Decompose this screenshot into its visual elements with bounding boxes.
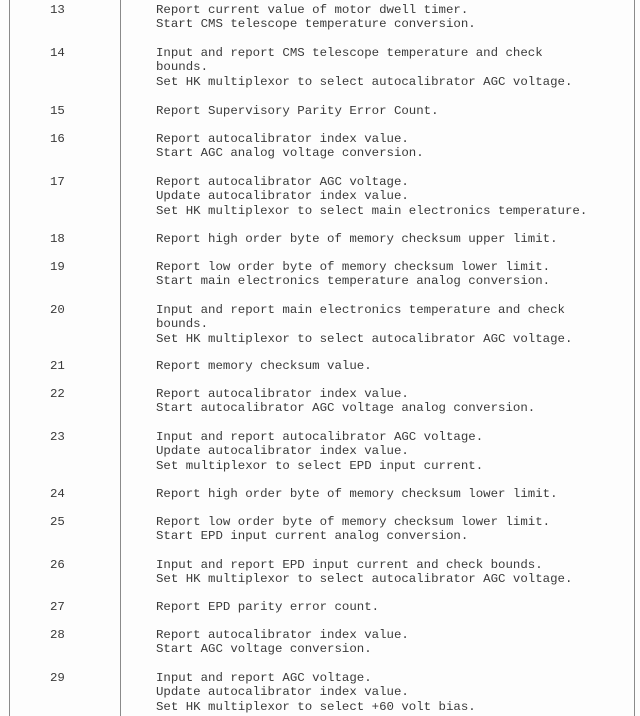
description-line: Start main electronics temperature analog conversion. [156, 274, 551, 289]
step-number: 18 [50, 232, 65, 246]
step-description [156, 515, 550, 544]
description-line: Input and report EPD input current and check bounds. [156, 558, 543, 572]
description-line: Report low order byte of memory checksum lower limit. [156, 515, 551, 529]
description-line: Report autocalibrator index value. [156, 628, 409, 642]
step-description [156, 175, 587, 218]
step-description [156, 132, 424, 161]
step-number: 13 [50, 3, 65, 17]
description-line: Report EPD parity error count. [156, 600, 380, 614]
description-line: Update autocalibrator index value. [156, 189, 409, 204]
description-line: Update autocalibrator index value. [156, 444, 409, 459]
description-line: Report low order byte of memory checksum lower limit. [156, 260, 551, 274]
description-line: Report autocalibrator AGC voltage. [156, 175, 409, 189]
step-description [156, 232, 558, 246]
step-description [156, 303, 572, 346]
step-description [156, 487, 558, 501]
step-description [156, 600, 379, 614]
step-description [156, 628, 409, 657]
description-line: Start CMS telescope temperature conversion. [156, 17, 476, 32]
step-number: 26 [50, 558, 65, 572]
step-number: 25 [50, 515, 65, 529]
table-right-border [634, 0, 635, 716]
step-number: 16 [50, 132, 65, 146]
description-line: Input and report autocalibrator AGC voltage. [156, 430, 484, 444]
description-line: Report memory checksum value. [156, 359, 372, 373]
description-line: Update autocalibrator index value. [156, 685, 409, 700]
step-description [156, 359, 372, 373]
description-line: Report current value of motor dwell timer. [156, 3, 469, 17]
step-number: 23 [50, 430, 65, 444]
step-description [156, 46, 572, 89]
description-line: Set HK multiplexor to select +60 volt bias. [156, 699, 476, 714]
step-number: 22 [50, 387, 65, 401]
table-column-divider [120, 0, 121, 716]
description-line: Set HK multiplexor to select autocalibrator AGC voltage. [156, 74, 573, 89]
step-description [156, 260, 550, 289]
description-line: Input and report AGC voltage. [156, 671, 372, 685]
description-line: Input and report CMS telescope temperature and check [156, 46, 543, 60]
description-line: Report autocalibrator index value. [156, 387, 409, 401]
step-number: 20 [50, 303, 65, 317]
description-line: bounds. [156, 60, 209, 75]
step-description [156, 671, 476, 714]
step-description [156, 3, 476, 32]
description-line: Start autocalibrator AGC voltage analog conversion. [156, 401, 536, 416]
description-line: Report high order byte of memory checksum lower limit. [156, 487, 558, 501]
description-line: Set HK multiplexor to select autocalibrator AGC voltage. [156, 572, 573, 587]
description-line: Set HK multiplexor to select main electronics temperature. [156, 203, 588, 218]
step-description [156, 430, 483, 473]
step-number: 19 [50, 260, 65, 274]
step-number: 14 [50, 46, 65, 60]
table-left-border [9, 0, 10, 716]
step-number: 17 [50, 175, 65, 189]
description-line: Start AGC analog voltage conversion. [156, 146, 424, 161]
step-description [156, 558, 572, 587]
step-number: 15 [50, 104, 65, 118]
description-line: bounds. [156, 317, 209, 332]
step-description [156, 387, 535, 416]
step-description [156, 104, 439, 118]
description-line: Start AGC voltage conversion. [156, 642, 372, 657]
step-number: 21 [50, 359, 65, 373]
description-line: Set multiplexor to select EPD input current. [156, 458, 484, 473]
step-number: 28 [50, 628, 65, 642]
description-line: Report high order byte of memory checksum upper limit. [156, 232, 558, 246]
step-number: 29 [50, 671, 65, 685]
description-line: Start EPD input current analog conversion. [156, 529, 469, 544]
step-number: 27 [50, 600, 65, 614]
description-line: Input and report main electronics temperature and check [156, 303, 565, 317]
description-line: Report Supervisory Parity Error Count. [156, 104, 439, 118]
description-line: Report autocalibrator index value. [156, 132, 409, 146]
description-line: Set HK multiplexor to select autocalibrator AGC voltage. [156, 331, 573, 346]
step-number: 24 [50, 487, 65, 501]
